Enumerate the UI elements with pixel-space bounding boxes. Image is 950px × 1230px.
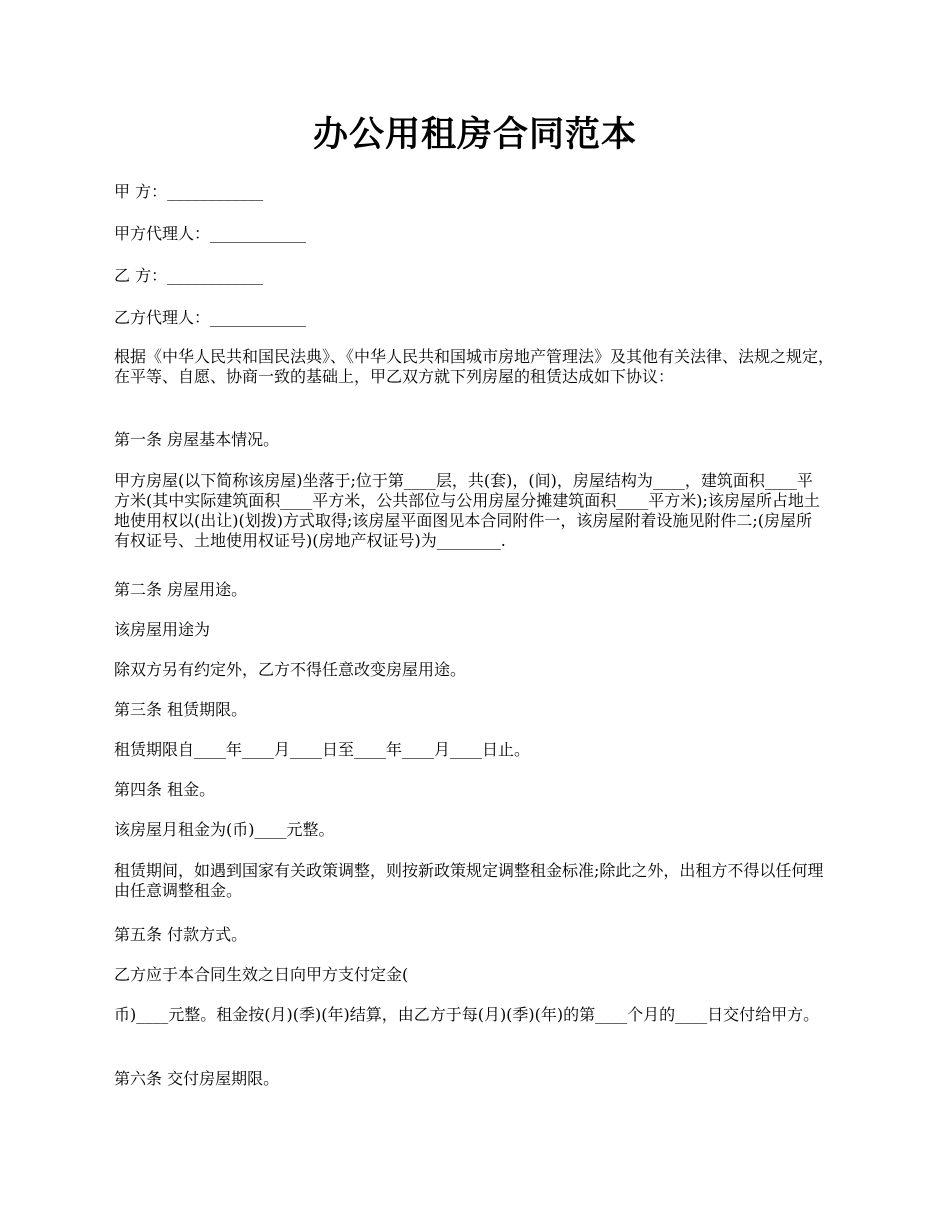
article-3-heading: 第三条 租赁期限。 [114, 700, 248, 719]
article-1-body: 甲方房屋(以下简称该房屋)坐落于;位于第____层，共(套)，(间)，房屋结构为____，建筑面积____平方米(其中实际建筑面积____平方米，公共部位与公用房屋分摊建筑面积____平方米);该房屋所占地土地使用权以(出让)(划拨)方式取得;该房屋平面图见本合同附件一，该房屋附着设施见附件二;(房屋所有权证号、土地使用权证号)(房地产权证号)为________. [114, 471, 820, 550]
article-5-heading: 第五条 付款方式。 [114, 925, 248, 944]
article-4-body: 该房屋月租金为(币)____元整。 [114, 820, 335, 839]
article-4-note: 租赁期间，如遇到国家有关政策调整，则按新政策规定调整租金标准;除此之外，出租方不得以任何理由任意调整租金。 [114, 861, 824, 900]
article-5-body-part1: 乙方应于本合同生效之日向甲方支付定金( [114, 965, 409, 984]
preamble-paragraph: 根据《中华人民共和国民法典》、《中华人民共和国城市房地产管理法》及其他有关法律、法规之规定，在平等、自愿、协商一致的基础上，甲乙双方就下列房屋的租赁达成如下协议： [114, 347, 835, 386]
document-title: 办公用租房合同范本 [312, 114, 637, 155]
article-2-note: 除双方另有约定外，乙方不得任意改变房屋用途。 [114, 660, 467, 679]
article-5-body-part2: 币)____元整。租金按(月)(季)(年)结算，由乙方于每(月)(季)(年)的第____个月的____日交付给甲方。 [114, 1005, 820, 1024]
article-2-heading: 第二条 房屋用途。 [114, 580, 248, 599]
article-6-heading: 第六条 交付房屋期限。 [114, 1069, 280, 1088]
article-1-heading: 第一条 房屋基本情况。 [114, 430, 280, 449]
party-a-line: 甲 方：____________ [114, 182, 264, 201]
article-4-heading: 第四条 租金。 [114, 780, 216, 799]
article-3-body: 租赁期限自____年____月____日至____年____月____日止。 [114, 740, 531, 759]
party-b-agent-line: 乙方代理人：____________ [114, 308, 307, 327]
party-a-agent-line: 甲方代理人：____________ [114, 224, 307, 243]
party-b-line: 乙 方：____________ [114, 266, 264, 285]
article-2-body: 该房屋用途为 [114, 620, 211, 639]
